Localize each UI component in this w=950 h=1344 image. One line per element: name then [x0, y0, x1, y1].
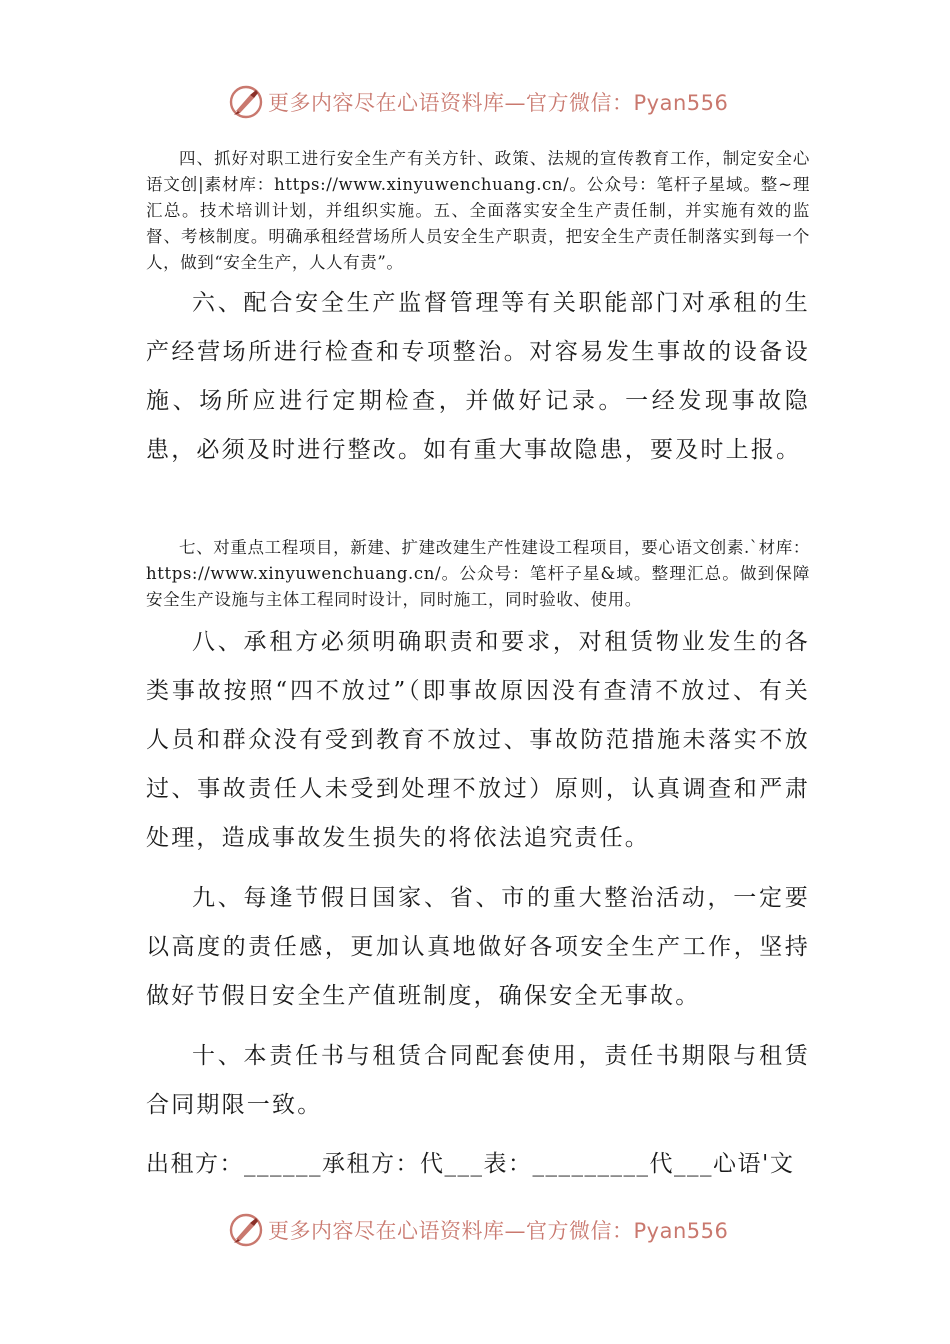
paragraph-7: 七、对重点工程项目，新建、扩建改建生产性建设工程项目，要心语文创素.`材库：https://www.xinyuwenchuang.cn/。公众号：笔杆子星&域。整理汇总。做到保障安全生产设施与主体工程同时设计，同时施工，同时验收、使用。: [146, 538, 810, 609]
paragraph-8: 八、承租方必须明确职责和要求，对租赁物业发生的各类事故按照“四不放过”（即事故原因没有查清不放过、有关人员和群众没有受到教育不放过、事故防范措施未落实不放过、事故责任人未受到处理不放过）原则，认真调查和严肃处理，造成事故发生损失的将依法追究责任。: [146, 629, 810, 851]
paragraph-4: 四、抓好对职工进行安全生产有关方针、政策、法规的宣传教育工作，制定安全心语文创|素材库：https://www.xinyuwenchuang.cn/。公众号：笔杆子星域。整~理汇总。技术培训计划，并组织实施。五、全面落实安全生产责任制，并实施有效的监督、考核制度。明确承租经营场所人员安全生产职责，把安全生产责任制落实到每一个人，做到“安全生产，人人有责”。: [146, 149, 810, 272]
paragraph-6: 六、配合安全生产监督管理等有关职能部门对承租的生产经营场所进行检查和专项整治。对容易发生事故的设备设施、场所应进行定期检查，并做好记录。一经发现事故隐患，必须及时进行整改。如有重大事故隐患，要及时上报。: [146, 290, 810, 463]
pen-logo-icon: [228, 84, 264, 120]
watermark-text: 更多内容尽在心语资料库—官方微信：Pyan556: [268, 91, 729, 115]
watermark-text: 更多内容尽在心语资料库—官方微信：Pyan556: [268, 1219, 729, 1243]
footer-watermark: [228, 1210, 748, 1250]
paragraph-10: 十、本责任书与租赁合同配套使用，责任书期限与租赁合同期限一致。: [146, 1043, 810, 1118]
pen-logo-icon: [228, 1212, 264, 1248]
header-watermark: [228, 82, 748, 122]
signature-line: 出租方：______承租方：代___表：_________代___心语'文: [146, 1151, 795, 1177]
paragraph-9: 九、每逢节假日国家、省、市的重大整治活动，一定要以高度的责任感，更加认真地做好各项安全生产工作，坚持做好节假日安全生产值班制度，确保安全无事故。: [146, 885, 810, 1009]
